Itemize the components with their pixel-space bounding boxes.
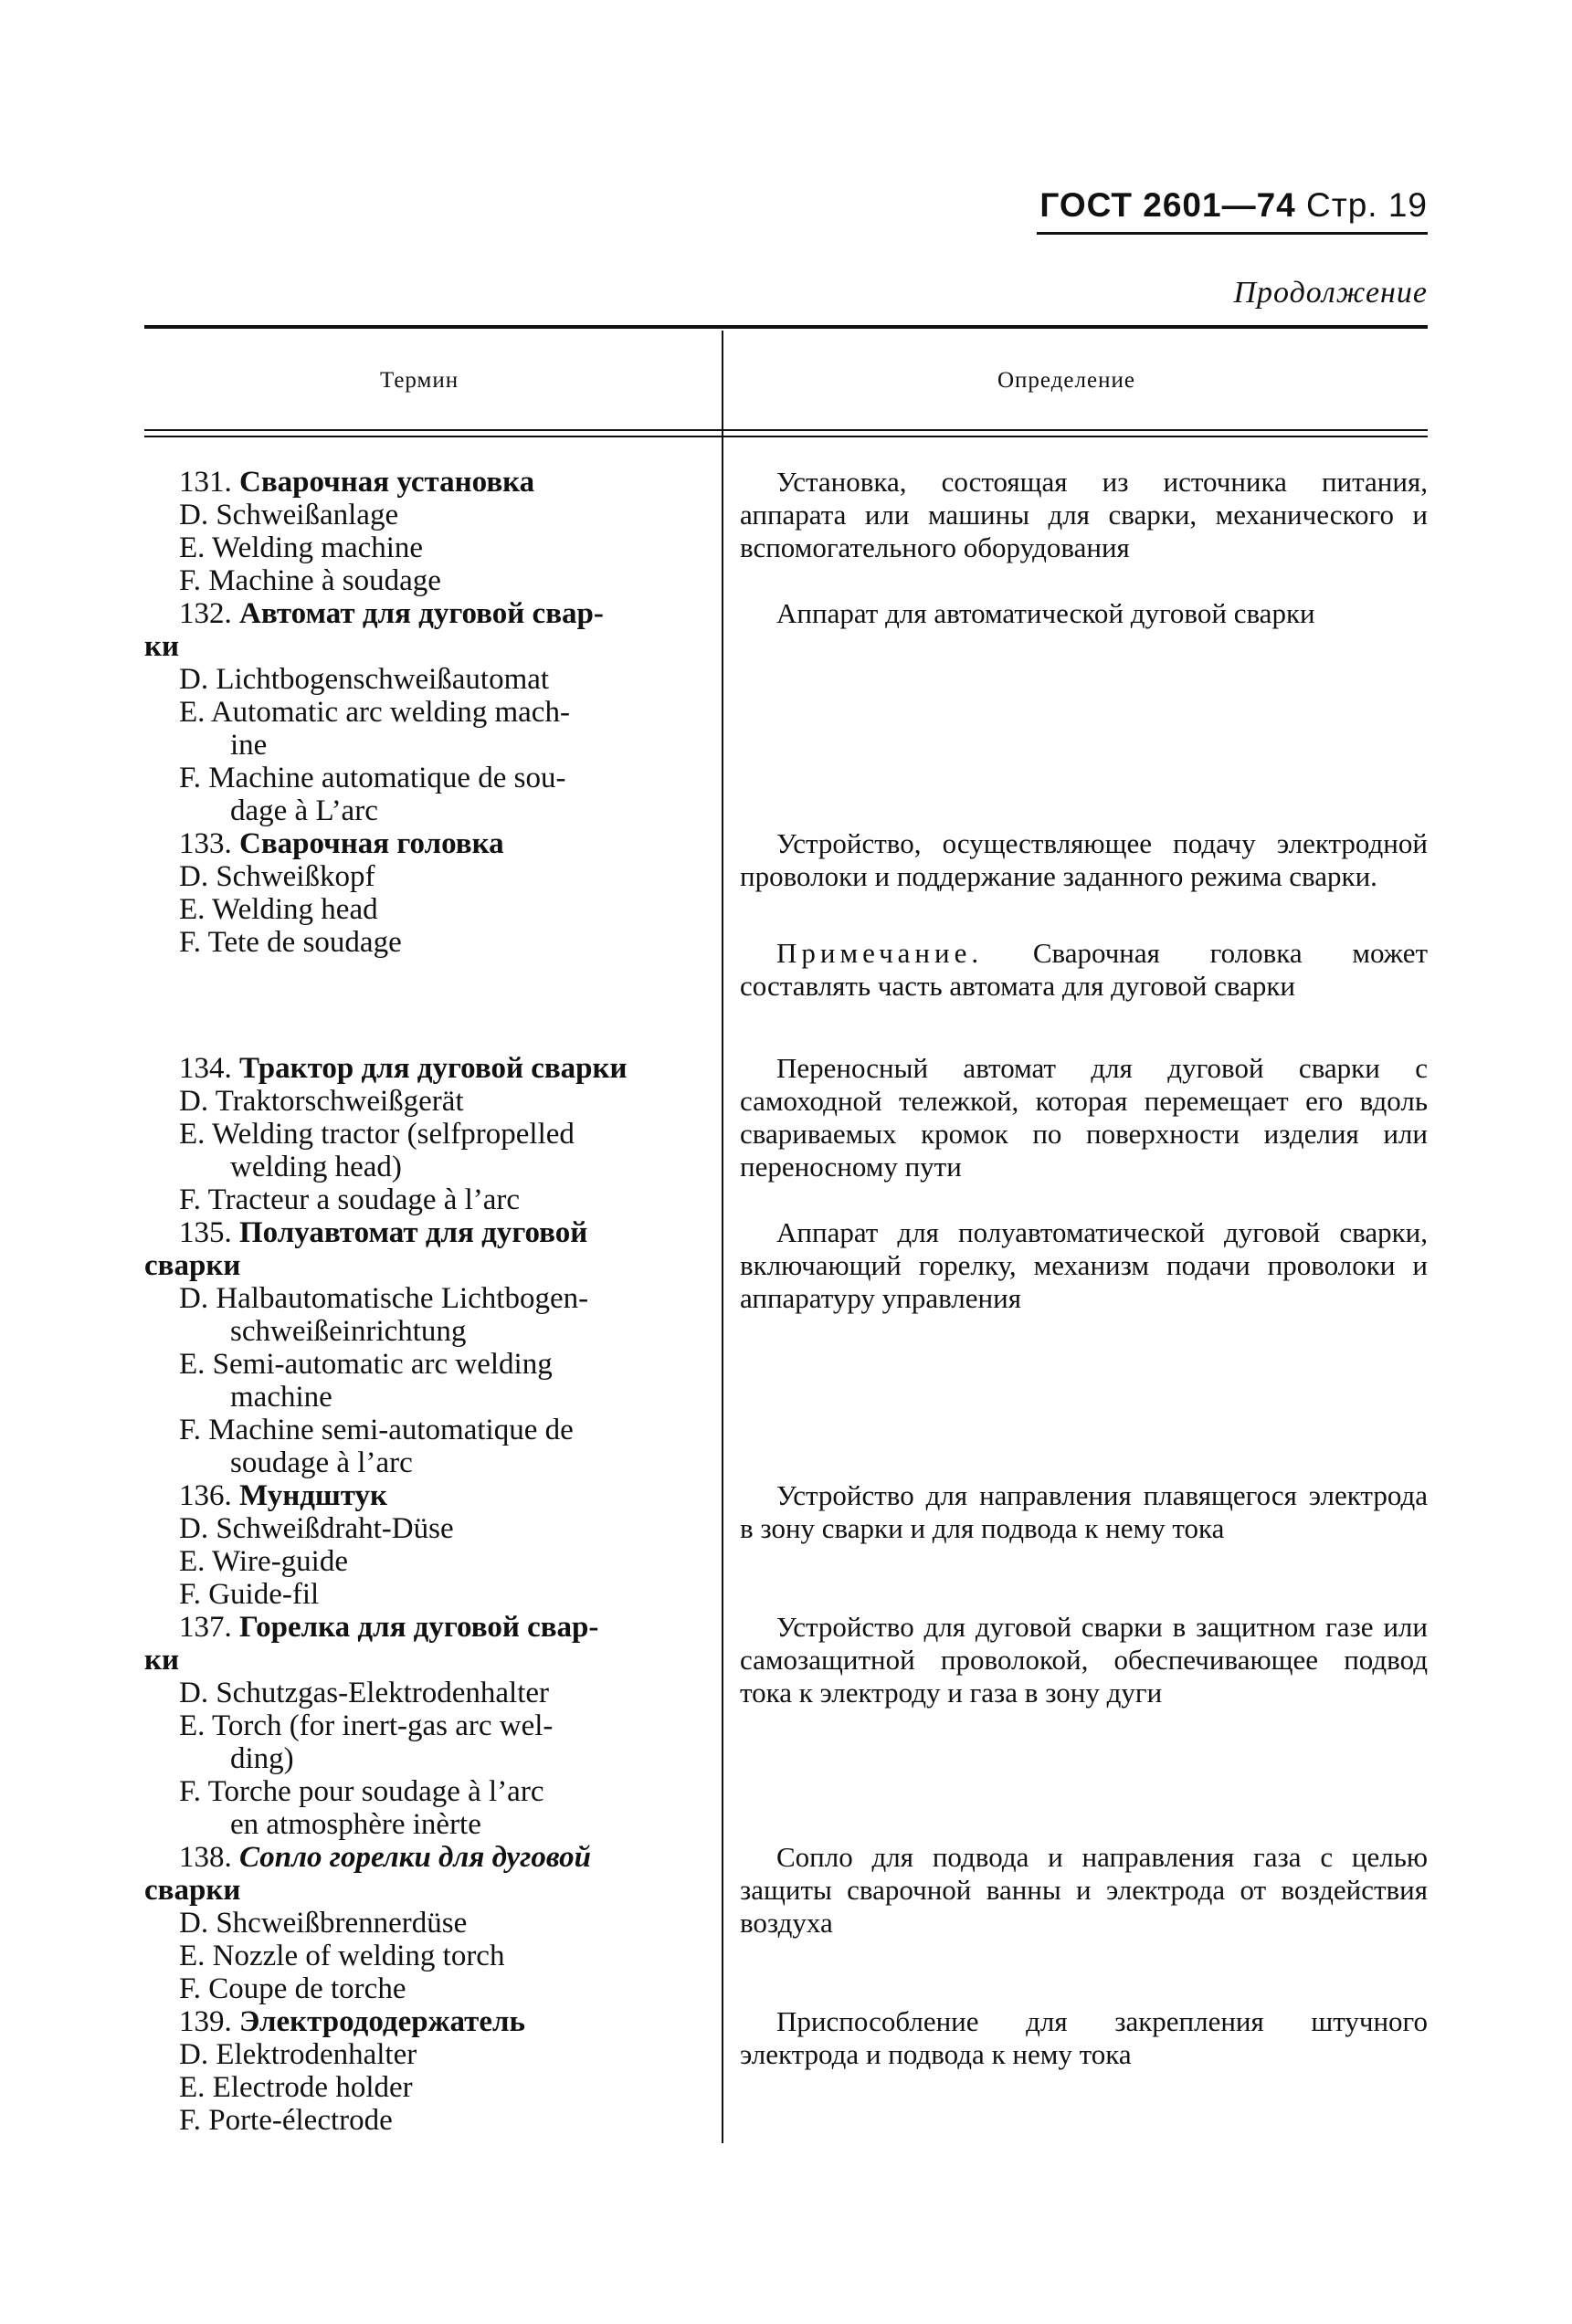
term-133-de: D. Schweißkopf	[179, 860, 375, 893]
term-137-title-cont: ки	[144, 1644, 180, 1677]
term-137-en-cont: ding)	[230, 1742, 294, 1775]
term-132-en: E. Automatic arc welding mach-	[179, 696, 570, 729]
term-135-de: D. Halbautomatische Lichtbogen-	[179, 1282, 589, 1315]
term-131-en: E. Welding machine	[179, 531, 424, 564]
term-138-title: 138. Сопло горелки для дуговой	[179, 1841, 592, 1874]
term-138-de: D. Shcweißbrennerdüse	[179, 1907, 468, 1940]
term-132-de: D. Lichtbogenschweißautomat	[179, 663, 550, 696]
column-header-term: Термин	[380, 368, 459, 393]
definition-131: Установка, состоящая из источника питания, аппарата или машины для сварки, механического и вспомогательного оборудования	[740, 466, 1428, 563]
definition-132: Аппарат для автоматической дуговой сварки	[776, 597, 1315, 629]
term-132-title-cont: ки	[144, 630, 180, 663]
definition-137: Устройство для дуговой сварки в защитном газе или самозащитной проволокой, обеспечивающее подвод тока к электроду и газа в зону дуги	[740, 1611, 1428, 1709]
term-133-en: E. Welding head	[179, 893, 378, 926]
term-138-title-cont: сварки	[144, 1874, 241, 1907]
term-136-en: E. Wire-guide	[179, 1545, 348, 1578]
definition-133: Устройство, осуществляющее подачу электродной проволоки и поддержание заданного режима сварки.	[740, 827, 1428, 892]
page-number: Стр. 19	[1306, 186, 1428, 224]
term-134-en: E. Welding tractor (selfpropelled	[179, 1118, 575, 1151]
term-132-title: 132. Автомат для дуговой свар-	[179, 597, 604, 630]
page-header	[1039, 186, 1428, 225]
term-138-en: E. Nozzle of welding torch	[179, 1940, 505, 1972]
term-135-en: E. Semi-automatic arc welding	[179, 1348, 553, 1381]
term-138-fr: F. Coupe de torche	[179, 1972, 406, 2005]
table-header-rule-2	[144, 436, 1428, 437]
term-136-title: 136. Мундштук	[179, 1479, 388, 1512]
column-header-definition: Определение	[997, 368, 1135, 393]
term-131-title: 131. Сварочная установка	[179, 466, 535, 499]
term-135-title-cont: сварки	[144, 1249, 241, 1282]
term-137-fr-cont: en atmosphère inèrte	[230, 1808, 481, 1841]
term-137-de: D. Schutzgas-Elektrodenhalter	[179, 1677, 550, 1709]
term-139-fr: F. Porte-électrode	[179, 2104, 393, 2137]
definition-138: Сопло для подвода и направления газа с целью защиты сварочной ванны и электрода от воздействия воздуха	[740, 1841, 1428, 1939]
term-136-fr: F. Guide-fil	[179, 1578, 320, 1611]
term-132-fr: F. Machine automatique de sou-	[179, 762, 566, 794]
definition-139: Приспособление для закрепления штучного электрода и подвода к нему тока	[740, 2005, 1428, 2070]
term-135-title: 135. Полуавтомат для дуговой	[179, 1216, 588, 1249]
term-139-title: 139. Электрододержатель	[179, 2005, 525, 2038]
term-137-fr: F. Torche pour soudage à l’arc	[179, 1775, 544, 1808]
term-132-fr-cont: dage à L’arc	[230, 794, 378, 827]
header-rule	[1037, 232, 1428, 235]
gost-number: ГОСТ 2601—74	[1039, 186, 1296, 224]
term-136-de: D. Schweißdraht-Düse	[179, 1512, 454, 1545]
term-131-de: D. Schweißanlage	[179, 499, 399, 531]
column-divider	[722, 331, 723, 2143]
term-134-en-cont: welding head)	[230, 1151, 402, 1183]
term-135-de-cont: schweißeinrichtung	[230, 1315, 467, 1348]
term-133-title: 133. Сварочная головка	[179, 827, 504, 860]
term-139-en: E. Electrode holder	[179, 2071, 413, 2104]
term-135-en-cont: machine	[230, 1381, 332, 1414]
note-label: Примечание.	[776, 937, 984, 969]
definition-133-note: Примечание. Сварочная головка может составлять часть автомата для дуговой сварки	[740, 937, 1428, 1002]
term-135-fr: F. Machine semi-automatique de	[179, 1414, 574, 1446]
term-139-de: D. Elektrodenhalter	[179, 2038, 417, 2071]
continuation-label: Продолжение	[1233, 276, 1428, 310]
definition-136: Устройство для направления плавящегося электрода в зону сварки и для подвода к нему тока	[740, 1479, 1428, 1544]
term-134-title: 134. Трактор для дуговой сварки	[179, 1052, 628, 1085]
term-132-en-cont: ine	[230, 729, 268, 762]
term-134-fr: F. Tracteur a soudage à l’arc	[179, 1183, 521, 1216]
definition-135: Аппарат для полуавтоматической дуговой сварки, включающий горелку, механизм подачи проволоки и аппаратуру управления	[740, 1216, 1428, 1314]
term-135-fr-cont: soudage à l’arc	[230, 1446, 413, 1479]
term-137-en: E. Torch (for inert-gas arc wel-	[179, 1709, 554, 1742]
definition-134: Переносный автомат для дуговой сварки с самоходной тележкой, которая перемещает его вдоль свариваемых кромок по поверхности изделия или переносному пути	[740, 1052, 1428, 1183]
term-131-fr: F. Machine à soudage	[179, 564, 441, 597]
table-top-rule	[144, 325, 1428, 329]
term-137-title: 137. Горелка для дуговой свар-	[179, 1611, 599, 1644]
term-134-de: D. Traktorschweißgerät	[179, 1085, 464, 1118]
table-header-rule	[144, 429, 1428, 431]
term-133-fr: F. Tete de soudage	[179, 926, 402, 959]
